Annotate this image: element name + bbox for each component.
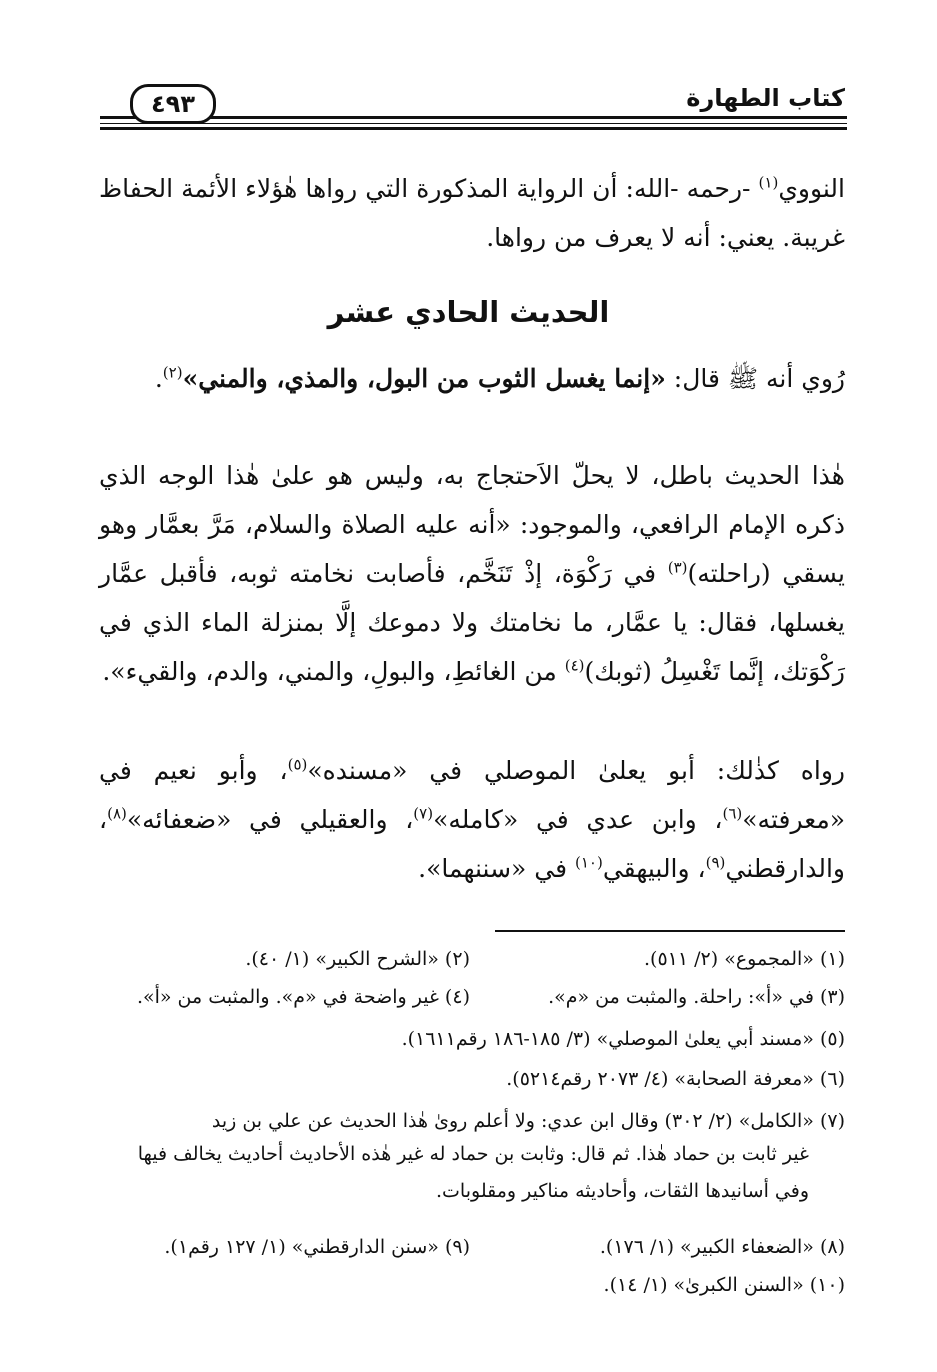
text-run: ، والعقيلي في «ضعفائه»	[126, 805, 414, 834]
footnote-6: (٦) «معرفة الصحابة» (٤/ ٢٠٧٣ رقم٥٢١٤).	[506, 1068, 845, 1090]
text-run: ، وابن عدي في «كامله»	[433, 805, 723, 834]
header-rule	[100, 123, 847, 124]
paragraph-hadith	[99, 354, 845, 403]
text-run: ، وأبو نعيم في «معرفته»	[99, 756, 845, 834]
paragraph-sources	[99, 746, 845, 893]
footnote-5: (٥) «مسند أبي يعلىٰ الموصلي» (٣/ ١٨٥-١٨٦ رقم١٦١١).	[401, 1028, 845, 1050]
paragraph-commentary	[99, 451, 845, 696]
footnote-row	[99, 1232, 845, 1262]
text-run: رواه كذٰلك: أبو يعلىٰ الموصلي في «مسنده»	[307, 756, 845, 785]
text-run: النووي	[778, 174, 845, 203]
footnote-ref: (٧)	[413, 804, 434, 823]
text-run: من الغائطِ، والبولِ، والمني، والدم، والقيء».	[102, 657, 565, 686]
text-run: ، والدارقطني	[99, 805, 845, 883]
footnote-ref: (٨)	[107, 804, 127, 823]
header-rule	[100, 127, 847, 130]
footnote-ref: (٣)	[667, 558, 688, 577]
footnote-10: (١٠) «السنن الكبرىٰ» (١/ ١٤).	[603, 1274, 845, 1296]
footnote-row	[99, 944, 845, 974]
footnote-7-line: (٧) «الكامل» (٢/ ٣٠٢) وقال ابن عدي: ولا أعلم روىٰ هٰذا الحديث عن علي بن زيد	[211, 1110, 845, 1132]
footnote-ref: (٥)	[287, 755, 308, 774]
footnote-7-continuation: غير ثابت بن حماد هٰذا. ثم قال: وثابت بن حماد له غير هٰذه الأحاديث أحاديث يخالف فيها وفي أسانيدها الثقات، وأحاديثه مناكير ومقلوبات.	[137, 1143, 809, 1202]
text-run: -رحمه -الله: أن الرواية المذكورة التي رواها هٰؤلاء الأئمة الحفاظ غريبة. يعني: أنه لا يعرف من رواها.	[99, 174, 845, 252]
footnote-8: (٨) «الضعفاء الكبير» (١/ ١٧٦).	[599, 1236, 845, 1258]
footnote-ref: (٤)	[564, 656, 585, 675]
footnote-ref: (١)	[758, 173, 779, 192]
footnote-separator	[495, 930, 845, 932]
text-run: هٰذا الحديث باطل، لا يحلّ الاَحتجاج به، وليس هو علىٰ هٰذا الوجه الذي ذكره الإمام الرافعي، والموجود: «أنه عليه الصلاة والسلام، مَرَّ بعمَّار وهو يسقي (راحلته)	[99, 461, 845, 588]
footnote-9: (٩) «سنن الدارقطني» (١/ ١٢٧ رقم١).	[164, 1236, 470, 1258]
footnote-ref: (١٠)	[575, 853, 603, 872]
footnote-1: (١) «المجموع» (٢/ ٥١١).	[644, 948, 845, 970]
footnote-2: (٢) «الشرح الكبير» (١/ ٤٠).	[245, 948, 470, 970]
section-heading: الحديث الحادي عشر	[327, 295, 610, 329]
footnote-4: (٤) غير واضحة في «م». والمثبت من «أ».	[136, 986, 470, 1008]
footnote-7	[99, 1106, 845, 1210]
running-title: كتاب الطهارة	[686, 84, 845, 112]
paragraph-intro	[99, 164, 845, 262]
footnote-3: (٣) في «أ»: راحلة. والمثبت من «م».	[548, 986, 845, 1008]
footnote-row	[99, 982, 845, 1012]
text-run: .	[154, 364, 163, 393]
text-run: ، والبيهقي	[602, 854, 706, 883]
text-run: في «سننهما».	[418, 854, 575, 883]
text-run: رُوي أنه ﷺ قال:	[665, 364, 845, 393]
hadith-quote: «إنما يغسل الثوب من البول، والمذي، والمني»	[182, 364, 666, 393]
footnote-ref: (٢)	[162, 363, 183, 382]
page-number: ٤٩٣	[130, 84, 216, 124]
footnote-ref: (٦)	[722, 804, 743, 823]
text-run: في رَكْوَة، إذْ تَنَخَّم، فأصابت نخامته ثوبه، فأقبل عمَّار يغسلها، فقال: يا عمَّار، ما نخامتك ولا دموعك إلَّا بمنزلة الماء الذي في رَكْوَتك، إنَّما تَغْسِلُ (ثوبك)	[99, 559, 845, 686]
footnote-ref: (٩)	[705, 853, 726, 872]
